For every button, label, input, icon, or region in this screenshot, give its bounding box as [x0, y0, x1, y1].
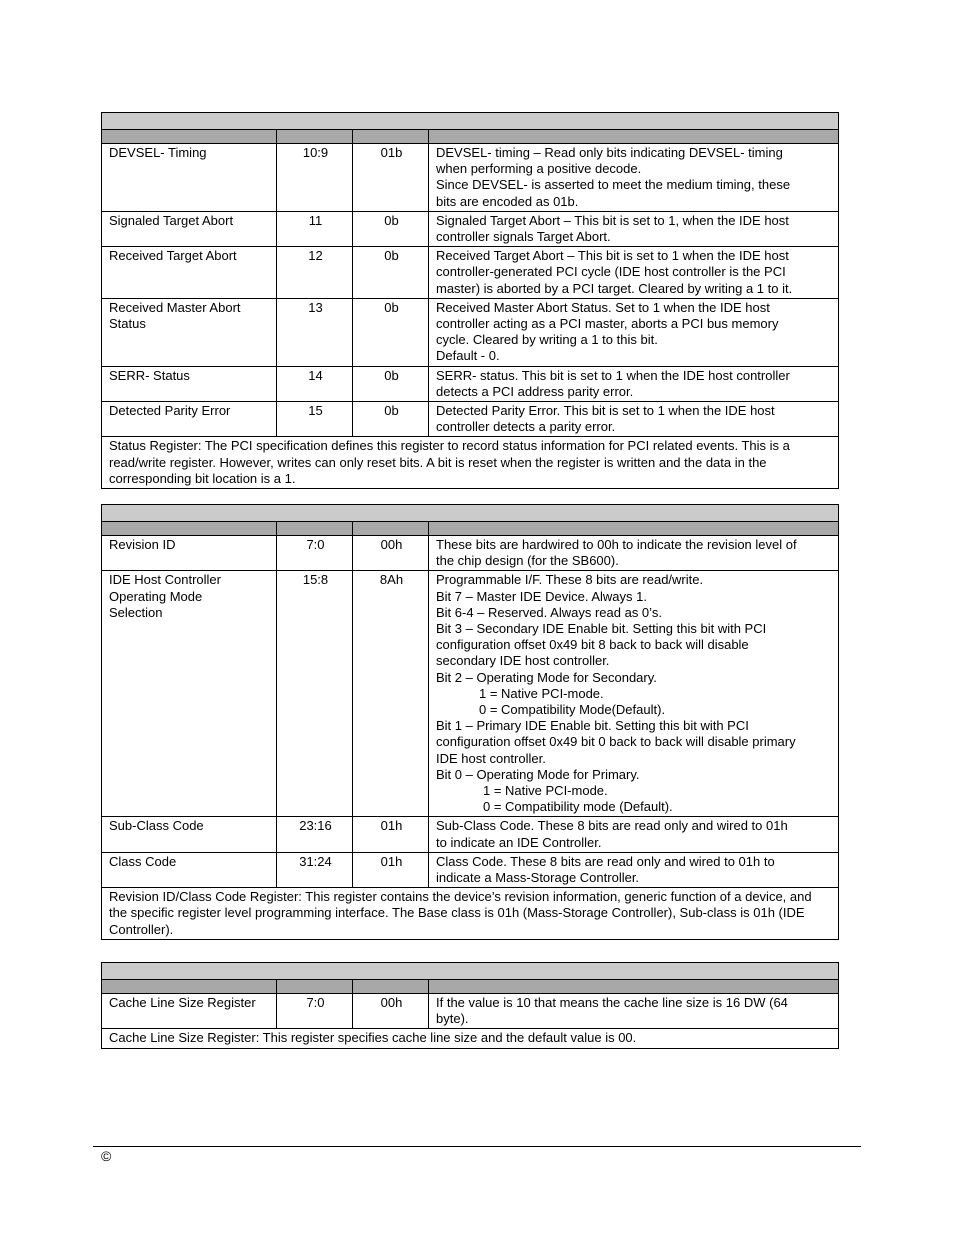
table-row: [102, 366, 839, 401]
desc-line: 0 = Compatibility Mode(Default).: [479, 702, 666, 718]
description-cell: Received Target Abort – This bit is set to 1 when the IDE host controller-generated PCI cycle (IDE host controller is the PCI master) is aborted by a PCI target. Cleared by writing a 1 to it.: [429, 247, 839, 299]
cache-line-size-table: [101, 962, 839, 1049]
bits-cell: 10:9: [277, 144, 353, 212]
description-cell: Class Code. These 8 bits are read only and wired to 01h to indicate a Mass-Storage Controller.: [429, 852, 839, 887]
bits-cell: 7:0: [277, 994, 353, 1029]
table-title-bar: [102, 963, 839, 980]
table-row: [102, 211, 839, 246]
table-header-row: [102, 130, 839, 144]
field-cell: DEVSEL- Timing: [102, 144, 277, 212]
desc-line: Bit 7 – Master IDE Device. Always 1.: [436, 588, 647, 604]
table-title-bar: [102, 505, 839, 522]
description-cell: If the value is 10 that means the cache line size is 16 DW (64 byte).: [429, 994, 839, 1029]
field-cell: Received Target Abort: [102, 247, 277, 299]
bits-cell: 13: [277, 298, 353, 366]
default-cell: 01b: [353, 144, 429, 212]
table-note-row: [102, 1029, 839, 1048]
table-header-row: [102, 980, 839, 994]
table-row: [102, 571, 839, 817]
copyright-symbol: ©: [101, 1148, 112, 1164]
table-row: [102, 536, 839, 571]
default-cell: 0b: [353, 402, 429, 437]
desc-line: Bit 6-4 – Reserved. Always read as 0’s.: [436, 604, 662, 620]
description-cell: These bits are hardwired to 00h to indicate the revision level of the chip design (for the SB600).: [429, 536, 839, 571]
description-cell: Detected Parity Error. This bit is set to 1 when the IDE host controller detects a parity error.: [429, 402, 839, 437]
default-cell: 0b: [353, 211, 429, 246]
field-cell: Detected Parity Error: [102, 402, 277, 437]
register-note: Status Register: The PCI specification defines this register to record status information for PCI related events. This is a read/write register. However, writes can only reset bits. A bit is reset when the register is written and the data in the corresponding bit location is a 1.: [102, 437, 839, 489]
bits-cell: 31:24: [277, 852, 353, 887]
default-cell: 00h: [353, 536, 429, 571]
field-cell: Revision ID: [102, 536, 277, 571]
description-cell: SERR- status. This bit is set to 1 when the IDE host controller detects a PCI address parity error.: [429, 366, 839, 401]
bits-cell: 15: [277, 402, 353, 437]
field-cell: SERR- Status: [102, 366, 277, 401]
field-cell: Sub-Class Code: [102, 817, 277, 852]
description-cell: Received Master Abort Status. Set to 1 when the IDE host controller acting as a PCI master, aborts a PCI bus memory cycle. Cleared by writing a 1 to this bit. Default - 0.: [429, 298, 839, 366]
table-row: [102, 817, 839, 852]
table-row: [102, 247, 839, 299]
default-cell: 0b: [353, 298, 429, 366]
default-cell: 00h: [353, 994, 429, 1029]
bits-cell: 14: [277, 366, 353, 401]
table-row: [102, 144, 839, 212]
desc-line: Bit 0 – Operating Mode for Primary.: [436, 766, 640, 782]
revision-class-code-table: [101, 504, 839, 940]
register-note: Cache Line Size Register: This register specifies cache line size and the default value is 00.: [102, 1029, 839, 1048]
bits-cell: 12: [277, 247, 353, 299]
table-row: [102, 852, 839, 887]
table-row: [102, 298, 839, 366]
table-note-row: [102, 888, 839, 940]
field-cell: Class Code: [102, 852, 277, 887]
default-cell: 0b: [353, 366, 429, 401]
description-cell: Signaled Target Abort – This bit is set to 1, when the IDE host controller signals Target Abort.: [429, 211, 839, 246]
bits-cell: 23:16: [277, 817, 353, 852]
field-cell: Signaled Target Abort: [102, 211, 277, 246]
table-row: [102, 994, 839, 1029]
table-header-row: [102, 522, 839, 536]
field-cell: Received Master Abort Status: [102, 298, 277, 366]
bits-cell: 11: [277, 211, 353, 246]
table-row: [102, 402, 839, 437]
desc-line: Bit 1 – Primary IDE Enable bit. Setting this bit with PCI configuration offset 0x49 bit 0 back to back will disable primary IDE host controller.: [436, 718, 796, 766]
desc-line: Programmable I/F. These 8 bits are read/write.: [436, 572, 704, 588]
description-cell: DEVSEL- timing – Read only bits indicating DEVSEL- timing when performing a positive decode. Since DEVSEL- is asserted to meet the medium timing, these bits are encoded as 01b.: [429, 144, 839, 212]
bits-cell: 15:8: [277, 571, 353, 817]
register-note: Revision ID/Class Code Register: This register contains the device’s revision information, generic function of a device, and the specific register level programming interface. The Base class is 01h (Mass-Storage Controller), Sub-class is 01h (IDE Controller).: [102, 888, 839, 940]
footer-divider: [93, 1146, 861, 1147]
desc-line: Bit 2 – Operating Mode for Secondary.: [436, 669, 657, 685]
default-cell: 01h: [353, 852, 429, 887]
desc-line: 1 = Native PCI-mode.: [483, 783, 608, 799]
status-register-table: [101, 112, 839, 489]
default-cell: 8Ah: [353, 571, 429, 817]
desc-line: 1 = Native PCI-mode.: [479, 685, 604, 701]
table-note-row: [102, 437, 839, 489]
bits-cell: 7:0: [277, 536, 353, 571]
desc-line: 0 = Compatibility mode (Default).: [483, 799, 673, 815]
default-cell: 0b: [353, 247, 429, 299]
description-cell: Sub-Class Code. These 8 bits are read only and wired to 01h to indicate an IDE Controller.: [429, 817, 839, 852]
table-title-bar: [102, 113, 839, 130]
desc-line: Bit 3 – Secondary IDE Enable bit. Setting this bit with PCI configuration offset 0x49 bit 8 back to back will disable secondary IDE host controller.: [436, 621, 767, 669]
field-cell: IDE Host Controller Operating Mode Selection: [102, 571, 277, 817]
description-cell: [429, 571, 839, 817]
field-cell: Cache Line Size Register: [102, 994, 277, 1029]
default-cell: 01h: [353, 817, 429, 852]
